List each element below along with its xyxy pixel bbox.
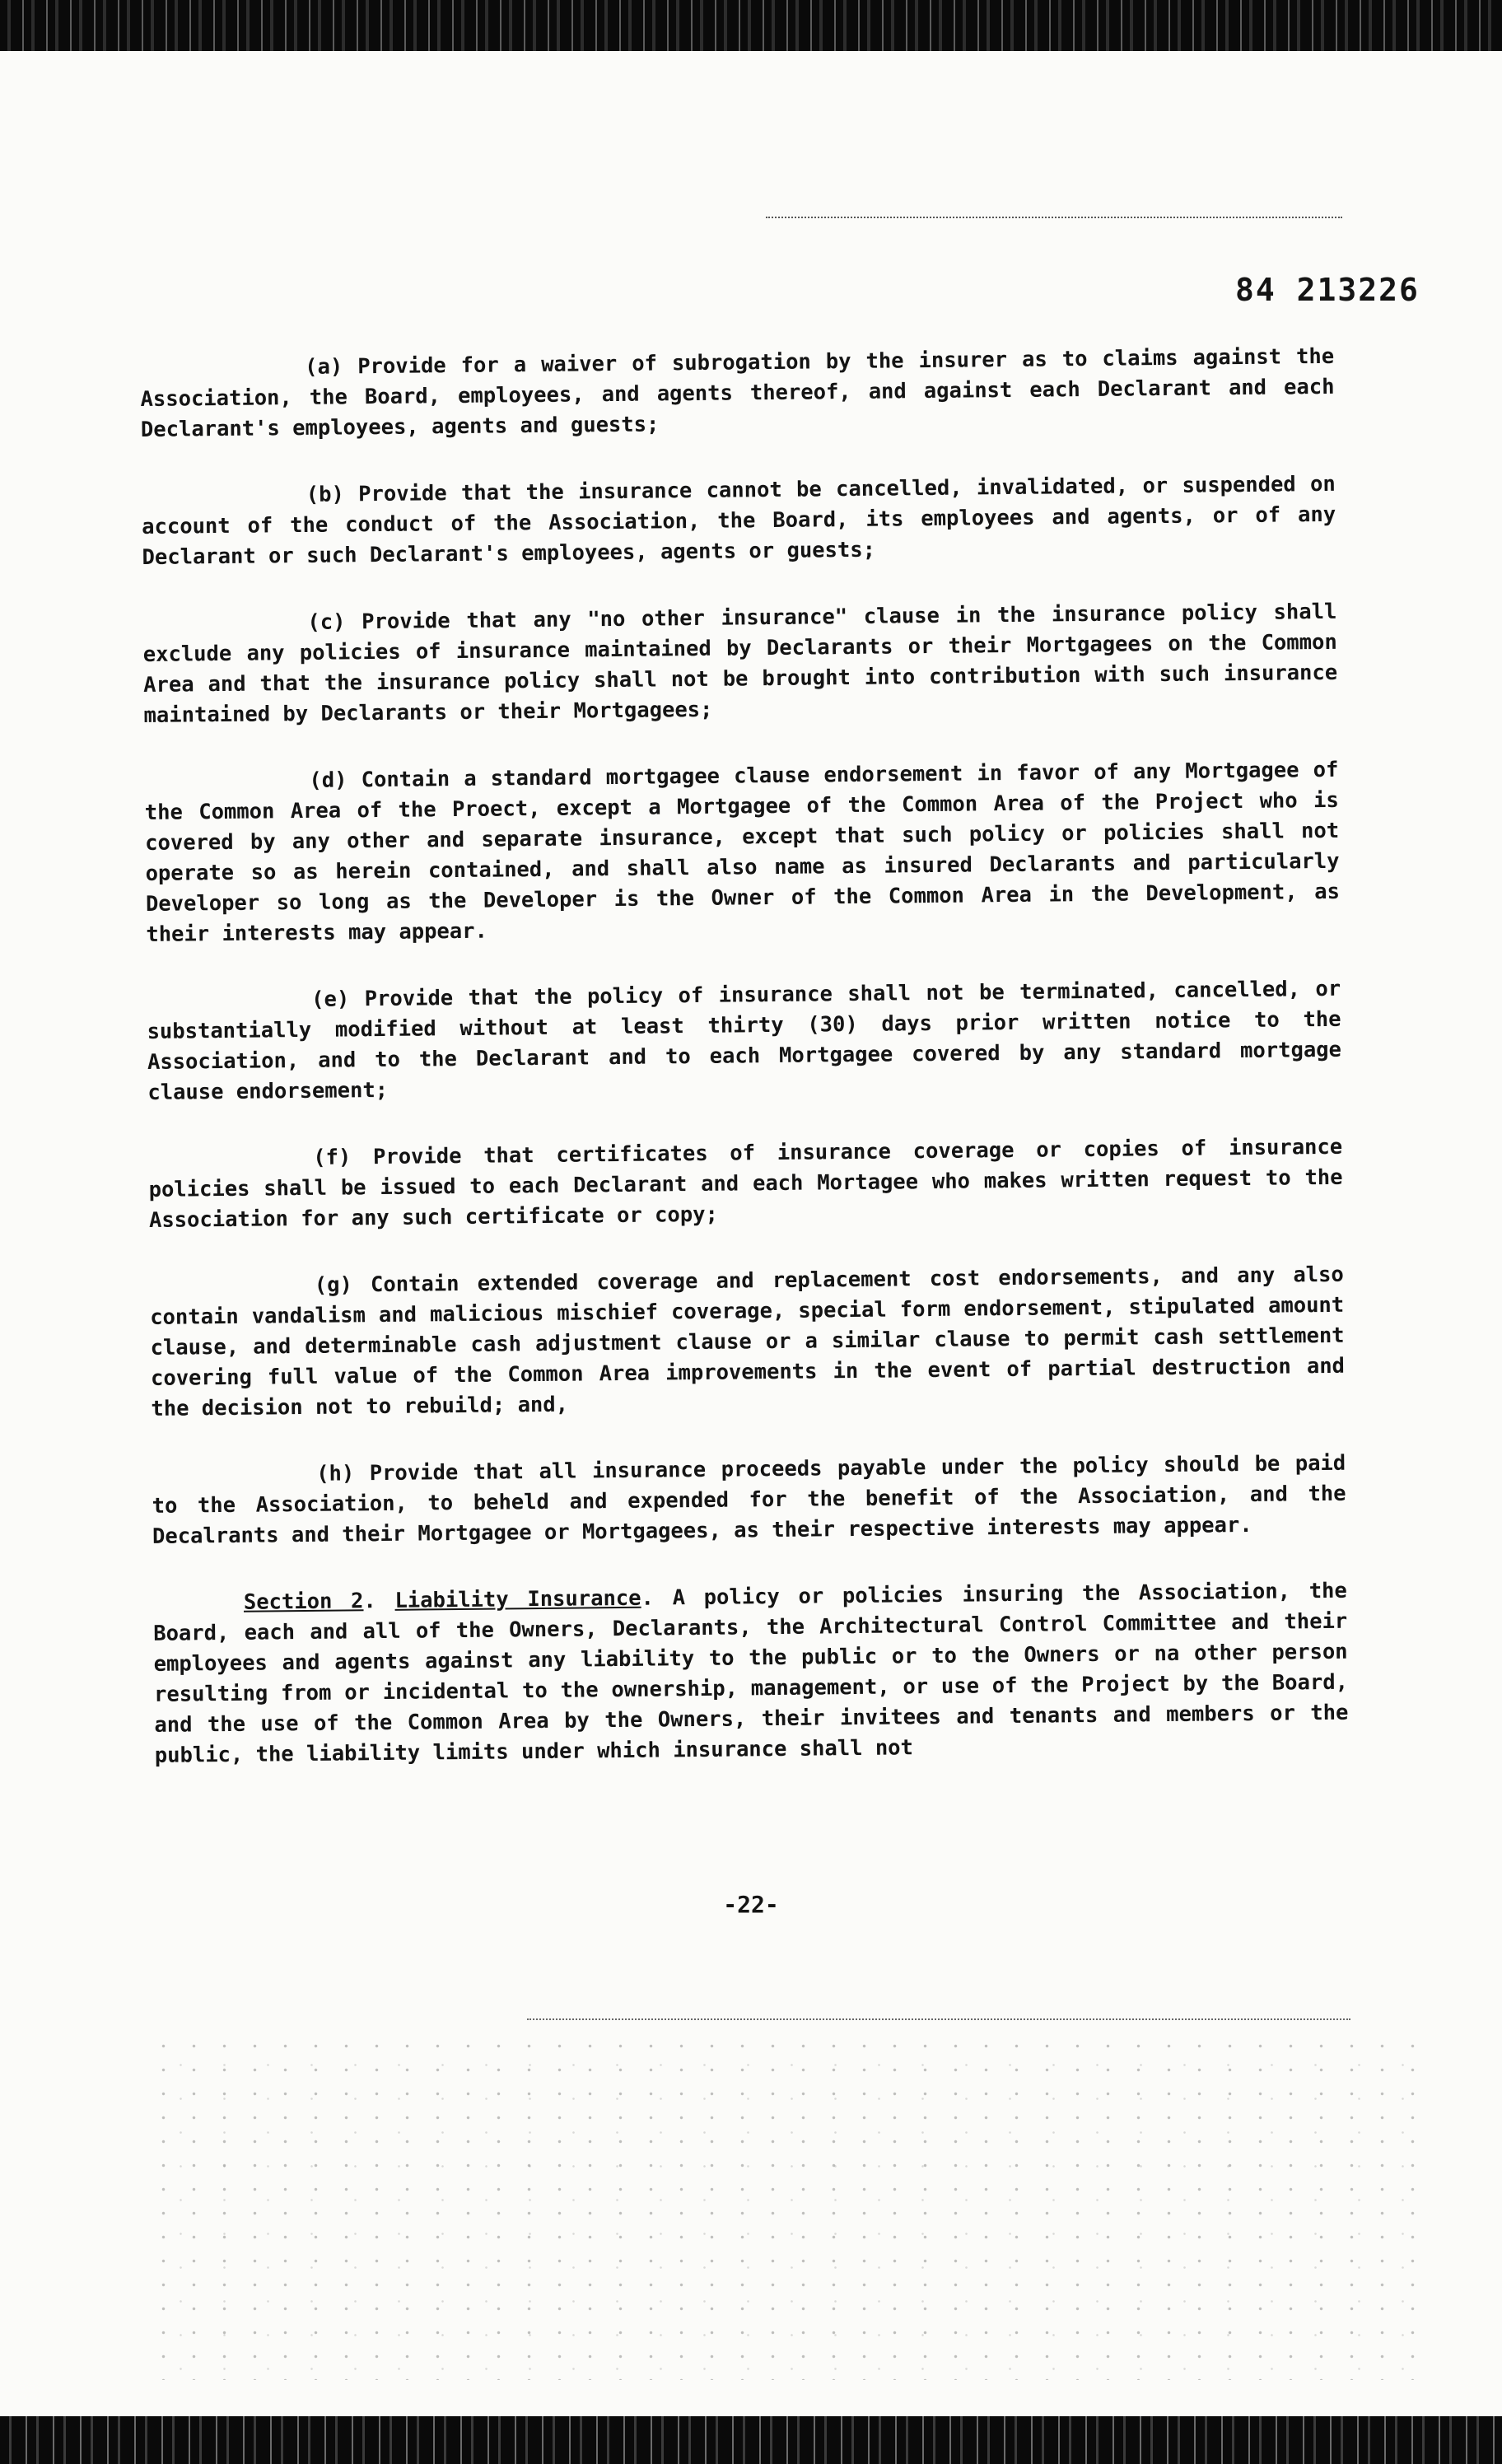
section-2-label: Section 2 (243, 1589, 364, 1615)
paragraph-c: (c) Provide that any "no other insurance" clause in the insurance policy shall exclude any policies of insurance maintained by Declarants or their Mortgagees on the Common Area and that the insurance policy shall not be brought into contribution with such insurance maintained by Declarants or their Mortgagees; (142, 599, 1338, 728)
paragraph-d: (d) Contain a standard mortgagee clause endorsement in favor of any Mortgagee of the Common Area of the Proect, except a Mortgagee of the Common Area of the Project who is covered by any other and separate insurance, except that such policy or policies shall not operate so as herein contained, and shall also name as insured Declarants and particularly Developer so long as the Developer is the Owner of the Common Area in the Development, as their interests may appear. (144, 757, 1341, 947)
section-2-text: . A policy or policies insuring the Association, the Board, each and all of the Owners, Declarants, the Architectural Control Committee and their employees and agents against any liability to the public or to the Owners or na other person resulting from or incidental to the ownership, management, or use of the Project by the Board, and the use of the Common Area by the Owners, their invitees and tenants and members or the public, the liability limits under which insurance shall not (153, 1578, 1349, 1768)
paragraph-e: (e) Provide that the policy of insurance shall not be terminated, cancelled, or substantially modified without at least thirty (30) days prior written notice to the Association, and to the Declarant and to each Mortgagee covered by any standard mortgage clause endorsement; (147, 976, 1342, 1105)
scan-artifact-rule-top (766, 217, 1342, 218)
paragraph-h: (h) Provide that all insurance proceeds payable under the policy should be paid to the Association, to beheld and expended for the benefit of the Association, and the Decalrants and their Mortgagee or Mortgagees, as their respective interests may appear. (152, 1450, 1346, 1549)
paragraph-a: (a) Provide for a waiver of subrogation by the insurer as to claims against the Association, the Board, employees, and agents thereof, and against each Declarant and each Declarant's employees, agents and guests; (140, 343, 1335, 442)
page-number: -22- (723, 1891, 779, 1918)
scan-edge-bottom (0, 2416, 1502, 2464)
paragraph-f: (f) Provide that certificates of insurance coverage or copies of insurance policies shall be issued to each Declarant and each Mortagee who makes written request to the Association for any such certificate or copy; (148, 1134, 1343, 1233)
document-body (140, 342, 1349, 1808)
document-number: 84 213226 (1235, 272, 1420, 308)
scan-artifact-rule-bottom (527, 2018, 1350, 2020)
paragraph-g: (g) Contain extended coverage and replacement cost endorsements, and any also contain vandalism and malicious mischief coverage, special form endorsement, stipulated amount clause, and determinable cash adjustment clause or a similar clause to permit cash settlement covering full value of the Common Area improvements in the event of partial destruction and the decision not to rebuild; and, (150, 1262, 1346, 1421)
section-2-heading-separator: . (363, 1588, 395, 1614)
section-2-title: Liability Insurance (394, 1585, 641, 1613)
section-2-paragraph (153, 1576, 1349, 1771)
scan-edge-top (0, 0, 1502, 51)
paragraph-b: (b) Provide that the insurance cannot be cancelled, invalidated, or suspended on account of the conduct of the Association, the Board, its employees and agents, or of any Declarant or such Declarant's employees, agents or guests; (142, 471, 1336, 570)
scan-speckle-noise (148, 2034, 1433, 2380)
